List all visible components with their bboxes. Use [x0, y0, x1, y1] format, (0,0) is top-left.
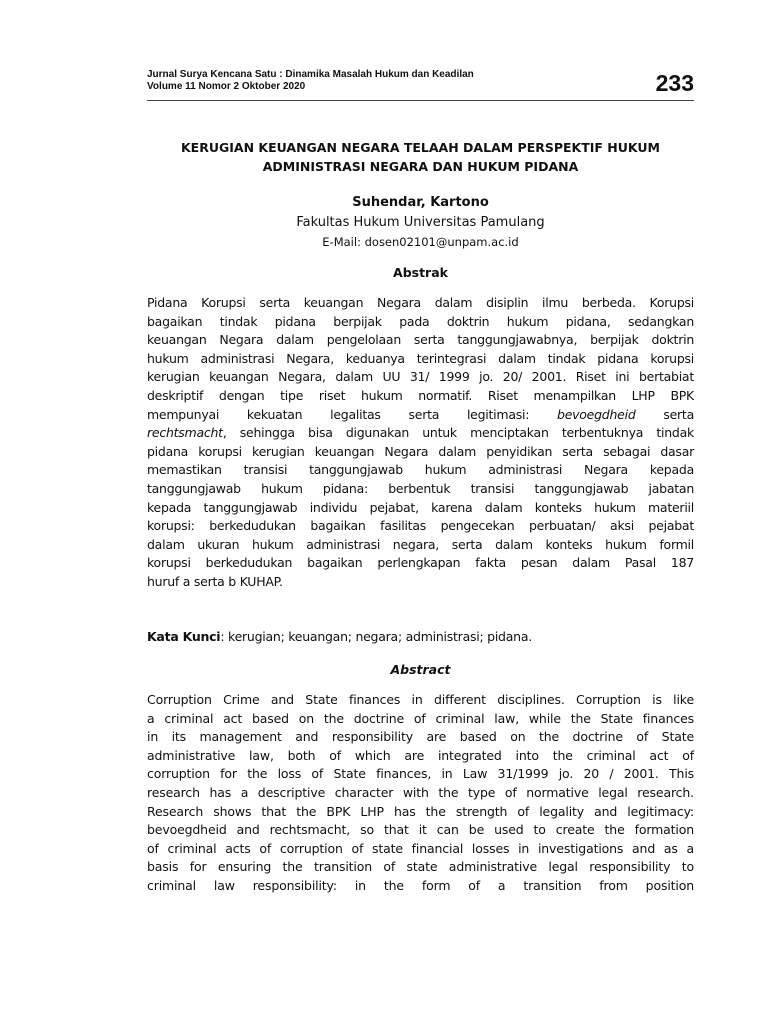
text-segment: mempunyai kekuatan legalitas serta legitimasi:	[147, 406, 530, 422]
text-line: korupsi: berkedudukan bagaikan fasilitas pengecekan perbuatan/ aksi pejabat	[147, 518, 694, 534]
text-segment: , sehingga bisa digunakan untuk menciptakan terbentuknya tindak	[222, 425, 694, 441]
text-line: research has a descriptive character with the type of normative legal research.	[147, 784, 694, 800]
abstract-body	[147, 691, 694, 896]
journal-volume: Volume 11 Nomor 2 Oktober 2020	[147, 81, 306, 92]
journal-name: Jurnal Surya Kencana Satu : Dinamika Masalah Hukum dan Keadilan	[147, 69, 474, 80]
text-line: pidana korupsi kerugian keuangan Negara dalam penyidikan serta sebagai dasar	[147, 443, 694, 459]
author-names: Suhendar, Kartono	[352, 195, 489, 210]
text-line: memastikan transisi tanggungjawab hukum administrasi Negara kepada	[147, 462, 694, 478]
text-line: kerugian keuangan Negara, dalam UU 31/ 1999 jo. 20/ 2001. Riset ini bertabiat	[147, 369, 694, 385]
title-line: ADMINISTRASI NEGARA DAN HUKUM PIDANA	[262, 159, 579, 174]
text-line: tanggungjawab hukum pidana: berbentuk transisi tanggungjawab jabatan	[147, 480, 694, 496]
italic-term: rechtsmacht	[147, 425, 223, 441]
paper-title	[147, 138, 694, 176]
keywords-label: Kata Kunci	[147, 629, 221, 644]
abstract-heading: Abstract	[390, 662, 451, 677]
header-divider	[147, 100, 694, 101]
text-line: deskriptif dengan tipe riset hukum normatif. Riset menampilkan LHP BPK	[147, 387, 694, 403]
journal-header	[147, 69, 474, 93]
text-line: keuangan Negara dalam pengelolaan serta tanggungjawabnya, berpijak doktrin	[147, 332, 694, 348]
italic-term: bevoegdheid	[557, 406, 636, 422]
text-line: Research shows that the BPK LHP has the strength of legality and legitimacy:	[147, 803, 694, 819]
abstrak-heading: Abstrak	[393, 265, 448, 280]
text-line: huruf a serta b KUHAP.	[147, 573, 283, 589]
text-line: dalam ukuran hukum administrasi negara, serta dalam konteks hukum formil	[147, 536, 694, 552]
text-line: Corruption Crime and State finances in different disciplines. Corruption is like	[147, 692, 694, 707]
keywords	[147, 627, 532, 646]
page-number: 233	[655, 70, 694, 96]
text-line: kepada tanggungjawab individu pejabat, karena dalam konteks hukum materiil	[147, 499, 694, 515]
title-line: KERUGIAN KEUANGAN NEGARA TELAAH DALAM PERSPEKTIF HUKUM	[181, 140, 660, 155]
text-line: corruption for the loss of State finances, in Law 31/1999 jo. 20 / 2001. This	[147, 766, 694, 782]
text-line: of criminal acts of corruption of state financial losses in investigations and as a	[147, 840, 694, 856]
text-line: a criminal act based on the doctrine of criminal law, while the State finances	[147, 710, 694, 726]
abstrak-body	[147, 294, 694, 592]
text-segment: serta	[663, 406, 694, 422]
text-line: hukum administrasi Negara, keduanya terintegrasi dalam tindak pidana korupsi	[147, 350, 694, 366]
text-line: criminal law responsibility: in the form of a transition from position	[147, 877, 694, 893]
text-line: basis for ensuring the transition of state administrative legal responsibility to	[147, 859, 694, 875]
text-line: bevoegdheid and rechtsmacht, so that it can be used to create the formation	[147, 822, 694, 838]
text-line: administrative law, both of which are integrated into the criminal act of	[147, 747, 694, 763]
text-line	[147, 406, 694, 425]
text-line: bagaikan tindak pidana berpijak pada doktrin hukum pidana, sedangkan	[147, 313, 694, 329]
author-affiliation: Fakultas Hukum Universitas Pamulang	[296, 215, 545, 230]
keywords-value: : kerugian; keuangan; negara; administrasi; pidana.	[220, 629, 532, 644]
text-line: Pidana Korupsi serta keuangan Negara dalam disiplin ilmu berbeda. Korupsi	[147, 295, 694, 310]
author-email: E-Mail: dosen02101@unpam.ac.id	[322, 235, 519, 249]
text-line: in its management and responsibility are based on the doctrine of State	[147, 729, 694, 745]
text-line	[147, 424, 694, 443]
text-line: korupsi berkedudukan bagaikan perlengkapan fakta pesan dalam Pasal 187	[147, 555, 694, 571]
